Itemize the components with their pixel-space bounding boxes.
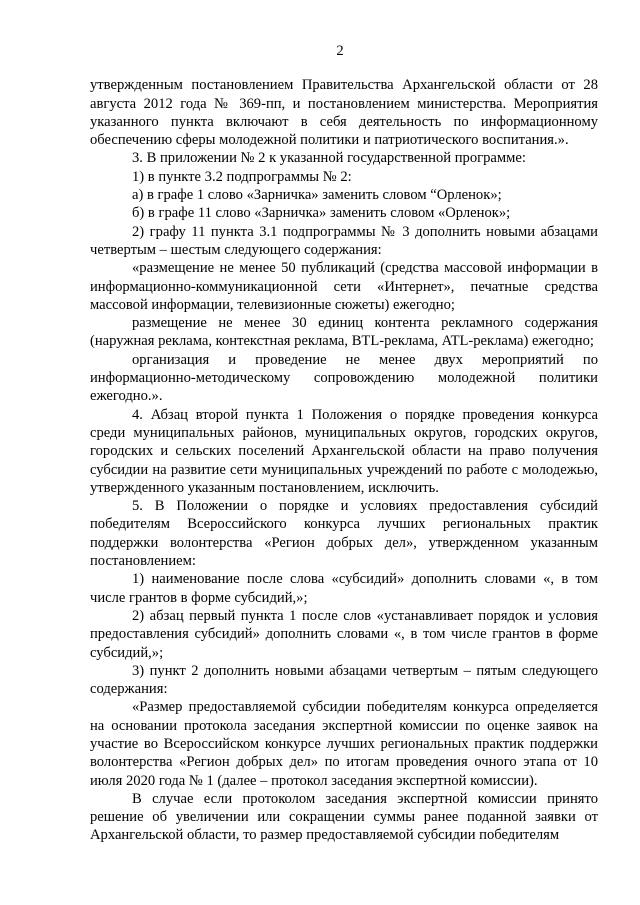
paragraph: 2) абзац первый пункта 1 после слов «устанавливает порядок и условия предоставления субсидий» дополнить словами «, в том числе грантов в форме субсидий,»;: [90, 607, 598, 661]
document-body: [90, 76, 598, 844]
paragraph: а) в графе 1 слово «Зарничка» заменить словом “Орленок»;: [132, 187, 502, 204]
paragraph: В случае если протоколом заседания экспертной комиссии принято решение об увеличении или сокращении суммы ранее поданной заявки от Архангельской области, то размер предоставляемой субсидии победителям: [90, 790, 598, 844]
paragraph: организация и проведение не менее двух мероприятий по информационно-методическому сопровождению молодежной политики ежегодно.».: [90, 351, 598, 405]
paragraph: 4. Абзац второй пункта 1 Положения о порядке проведения конкурса среди муниципальных районов, муниципальных округов, городских округов, городских и сельских поселений Архангельской области на право получения субсидии на развитие сети муниципальных учреждений по работе с молодежью, утвержденного указанным постановлением, исключить.: [90, 406, 598, 496]
paragraph: 1) в пункте 3.2 подпрограммы № 2:: [132, 168, 352, 185]
paragraph: 1) наименование после слова «субсидий» дополнить словами «, в том числе грантов в форме субсидий,»;: [90, 571, 598, 606]
paragraph: 5. В Положении о порядке и условиях предоставления субсидий победителям Всероссийского конкурса лучших региональных практик поддержки волонтерства «Регион добрых дел», утвержденном указанным постановлением:: [90, 498, 598, 570]
paragraph: утвержденным постановлением Правительства Архангельской области от 28 августа 2012 года № 369-пп, и постановлением министерства. Мероприятия указанного пункта включают в себя деятельность по информационному обеспечению сферы молодежной политики и патриотического воспитания.».: [90, 77, 598, 149]
paragraph: 3. В приложении № 2 к указанной государственной программе:: [132, 150, 526, 167]
paragraph: «Размер предоставляемой субсидии победителям конкурса определяется на основании протокола заседания экспертной комиссии по оценке заявок на участие во Всероссийском конкурсе лучших региональных практик поддержки волонтерства «Регион добрых дел» по итогам проведения очного этапа от 10 июля 2020 года № 1 (далее – протокол заседания экспертной комиссии).: [90, 699, 598, 789]
paragraph: б) в графе 11 слово «Зарничка» заменить словом «Орленок»;: [132, 205, 511, 222]
paragraph: 2) графу 11 пункта 3.1 подпрограммы № 3 дополнить новыми абзацами четвертым – шестым следующего содержания:: [90, 223, 598, 258]
paragraph: «размещение не менее 50 публикаций (средства массовой информации в информационно-коммуникационной сети «Интернет», печатные средства массовой информации, телевизионные сюжеты) ежегодно;: [90, 260, 598, 313]
page-number: 2: [336, 43, 344, 59]
paragraph: 3) пункт 2 дополнить новыми абзацами четвертым – пятым следующего содержания:: [90, 662, 598, 698]
paragraph: размещение не менее 30 единиц контента рекламного содержания (наружная реклама, контекстная реклама, BTL-реклама, ATL-реклама) ежегодно;: [90, 315, 598, 350]
